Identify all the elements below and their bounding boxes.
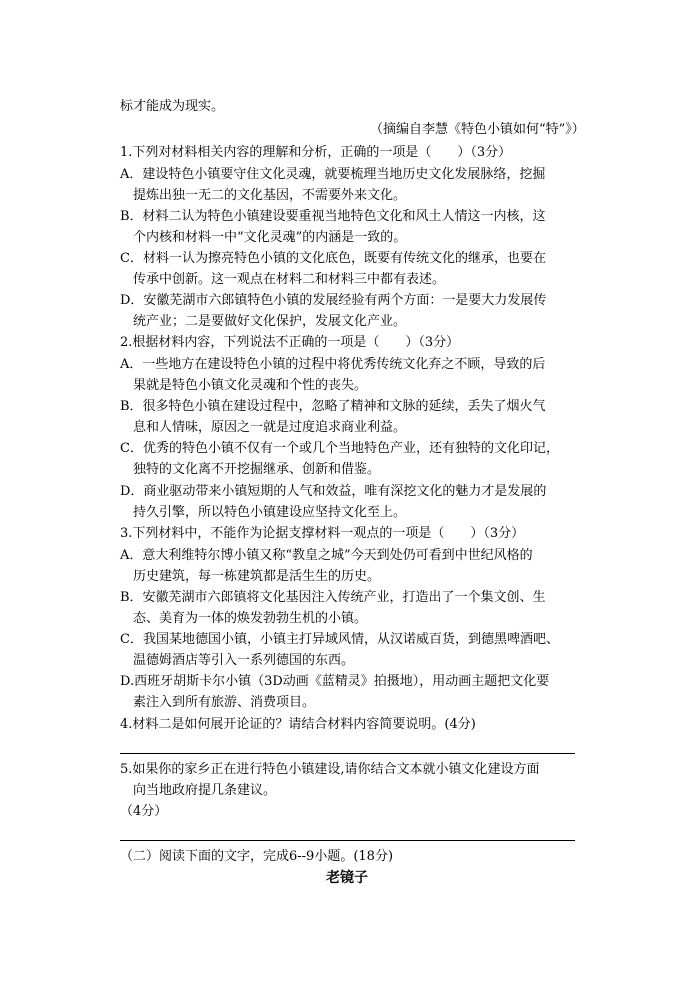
text-line: 标才能成为现实。 <box>120 99 225 114</box>
text-line: D.西班牙胡斯卡尔小镇（3D动画《蓝精灵》拍摄地），用动画主题把文化要 <box>120 674 550 689</box>
text-line: 1.下列对材料相关内容的理解和分析，正确的一项是（ ）（3分） <box>120 145 512 160</box>
text-line: D．商业驱动带来小镇短期的人气和效益，唯有深挖文化的魅力才是发展的 <box>120 484 547 499</box>
text-line: 独特的文化离不开挖掘继承、创新和借鉴。 <box>133 462 381 477</box>
text-line: 传承中创新。这一观点在材料二和材料三中都有表述。 <box>133 272 446 287</box>
text-line: A．意大利维特尔博小镇又称“教皇之城”今天到处仍可看到中世纪风格的 <box>120 548 533 563</box>
text-line: 态、美育为一体的焕发勃勃生机的小镇。 <box>133 611 368 626</box>
text-line: C．我国某地德国小镇，小镇主打异域风情，从汉诺威百货，到德黑啤酒吧、 <box>120 632 559 647</box>
text-line: B．很多特色小镇在建设过程中，忽略了精神和文脉的延续，丢失了烟火气 <box>120 399 546 414</box>
text-line: （二）阅读下面的文字，完成6--9小题。(18分) <box>120 849 394 864</box>
text-line: 温德姆酒店等引入一系列德国的东西。 <box>133 653 355 668</box>
text-line: 持久引擎，所以特色小镇建设应坚持文化至上。 <box>133 505 407 520</box>
text-line: （4分） <box>120 804 168 819</box>
text-line: 个内核和材料一中“文化灵魂”的内涵是一致的。 <box>133 230 407 245</box>
text-line: C．优秀的特色小镇不仅有一个或几个当地特色产业，还有独特的文化印记， <box>120 441 559 456</box>
text-line: B．安徽芜湖市六郎镇将文化基因注入传统产业，打造出了一个集文创、生 <box>120 590 546 605</box>
text-line: 息和人情味，原因之一就是过度追求商业利益。 <box>133 420 407 435</box>
text-line: B．材料二认为特色小镇建设要重视当地特色文化和风土人情这一内核，这 <box>120 209 546 224</box>
text-line: 果就是特色小镇文化灵魂和个性的丧失。 <box>133 378 368 393</box>
text-line: A．一些地方在建设特色小镇的过程中将优秀传统文化弃之不顾，导致的后 <box>120 357 546 372</box>
text-line: 统产业；二是要做好文化保护，发展文化产业。 <box>133 314 407 329</box>
text-line: 素注入到所有旅游、消费项目。 <box>133 695 316 710</box>
text-line: 2.根据材料内容，下列说法不正确的一项是（ ）（3分） <box>120 335 460 350</box>
text-line: 提炼出独一无二的文化基因，不需要外来文化。 <box>133 188 407 203</box>
text-line: D．安徽芜湖市六郎镇特色小镇的发展经验有两个方面：一是要大力发展传 <box>120 293 547 308</box>
text-line: 4.材料二是如何展开论证的？请结合材料内容简要说明。(4分) <box>120 717 476 732</box>
section-title: 老镜子 <box>326 870 368 886</box>
text-line: A．建设特色小镇要守住文化灵魂，就要梳理当地历史文化发展脉络，挖掘 <box>120 167 546 182</box>
text-line: （摘编自李慧《特色小镇如何“特”》） <box>370 122 585 137</box>
answer-line <box>120 753 575 754</box>
text-line: 向当地政府提几条建议。 <box>133 783 277 798</box>
text-line: 3.下列材料中，不能作为论据支撑材料一观点的一项是（ ）（3分） <box>120 526 525 541</box>
text-line: 历史建筑，每一栋建筑都是活生生的历史。 <box>133 569 381 584</box>
text-line: 5.如果你的家乡正在进行特色小镇建设,请你结合文本就小镇文化建设方面 <box>120 762 540 777</box>
answer-line <box>120 840 575 841</box>
text-line: C．材料一认为擦亮特色小镇的文化底色，既要有传统文化的继承，也要在 <box>120 251 546 266</box>
